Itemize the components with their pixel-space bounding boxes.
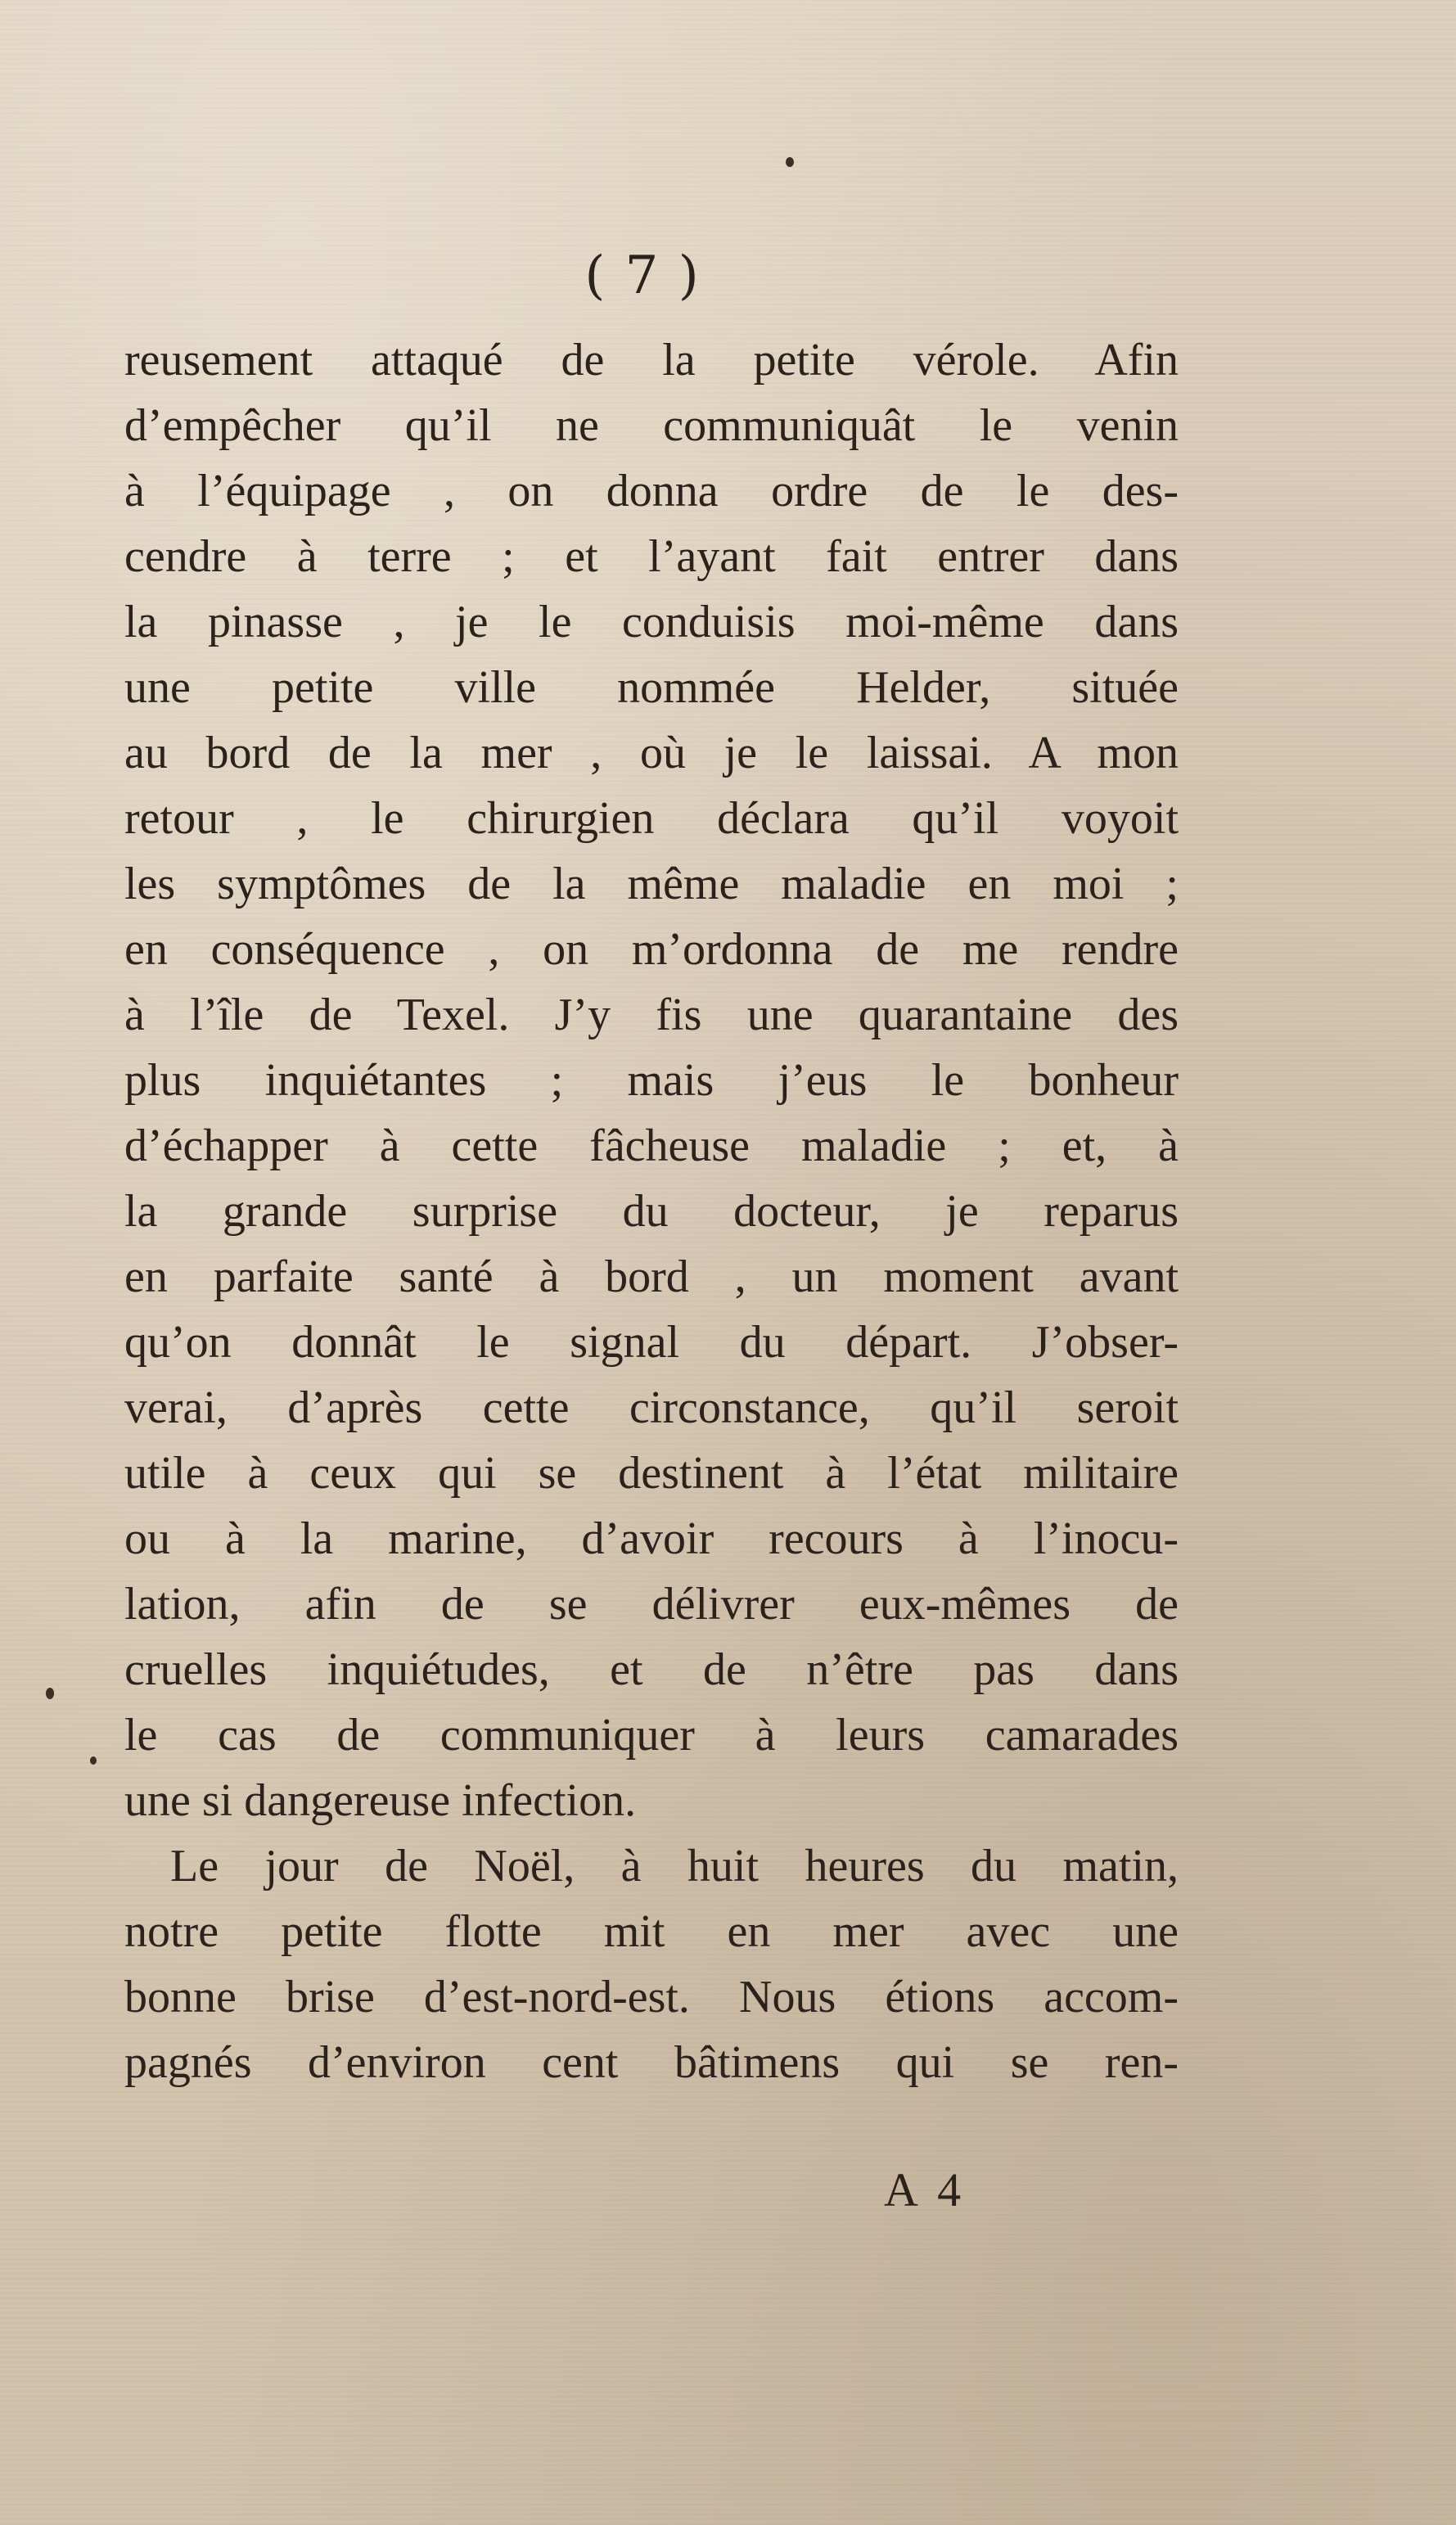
text-line: utile à ceux qui se destinent à l’état militaire	[124, 1448, 1179, 1499]
text-line: pagnés d’environ cent bâtimens qui se ren-	[124, 2037, 1179, 2088]
text-line: ou à la marine, d’avoir recours à l’inocu-	[124, 1513, 1179, 1564]
text-line: qu’on donnât le signal du départ. J’obser-	[124, 1317, 1179, 1368]
text-line: en parfaite santé à bord , un moment avant	[124, 1251, 1179, 1302]
paragraph-end-line: une si dangereuse infection.	[124, 1775, 637, 1826]
paragraph-start-line: Le jour de Noël, à huit heures du matin,	[170, 1841, 1179, 1891]
text-line: bonne brise d’est-nord-est. Nous étions accom-	[124, 1972, 1179, 2022]
text-line: la pinasse , je le conduisis moi-même dans	[124, 597, 1179, 647]
text-line: d’échapper à cette fâcheuse maladie ; et, à	[124, 1120, 1179, 1171]
text-line: reusement attaqué de la petite vérole. Afin	[124, 335, 1179, 386]
text-line: cendre à terre ; et l’ayant fait entrer dans	[124, 531, 1179, 582]
text-line: en conséquence , on m’ordonna de me rendre	[124, 924, 1179, 975]
text-line: retour , le chirurgien déclara qu’il voyoit	[124, 793, 1179, 844]
text-line: notre petite flotte mit en mer avec une	[124, 1906, 1179, 1957]
ink-speck	[786, 157, 794, 167]
signature-catchword: A 4	[884, 2163, 967, 2216]
text-line: plus inquiétantes ; mais j’eus le bonheur	[124, 1055, 1179, 1106]
text-line: cruelles inquiétudes, et de n’être pas dans	[124, 1644, 1179, 1695]
body-text	[124, 327, 1179, 2095]
text-line: lation, afin de se délivrer eux-mêmes de	[124, 1579, 1179, 1630]
page-number: ( 7 )	[584, 246, 701, 306]
text-line: une petite ville nommée Helder, située	[124, 662, 1179, 713]
text-line: à l’équipage , on donna ordre de le des-	[124, 466, 1179, 516]
text-line: au bord de la mer , où je le laissai. A mon	[124, 728, 1179, 778]
text-line: d’empêcher qu’il ne communiquât le venin	[124, 400, 1179, 451]
text-line: verai, d’après cette circonstance, qu’il seroit	[124, 1382, 1179, 1433]
ink-speck	[46, 1688, 54, 1699]
text-line: à l’île de Texel. J’y fis une quarantaine des	[124, 990, 1179, 1040]
ink-speck	[90, 1756, 97, 1765]
text-line: la grande surprise du docteur, je reparus	[124, 1186, 1179, 1237]
text-line: les symptômes de la même maladie en moi ;	[124, 859, 1179, 909]
text-line: le cas de communiquer à leurs camarades	[124, 1710, 1179, 1761]
